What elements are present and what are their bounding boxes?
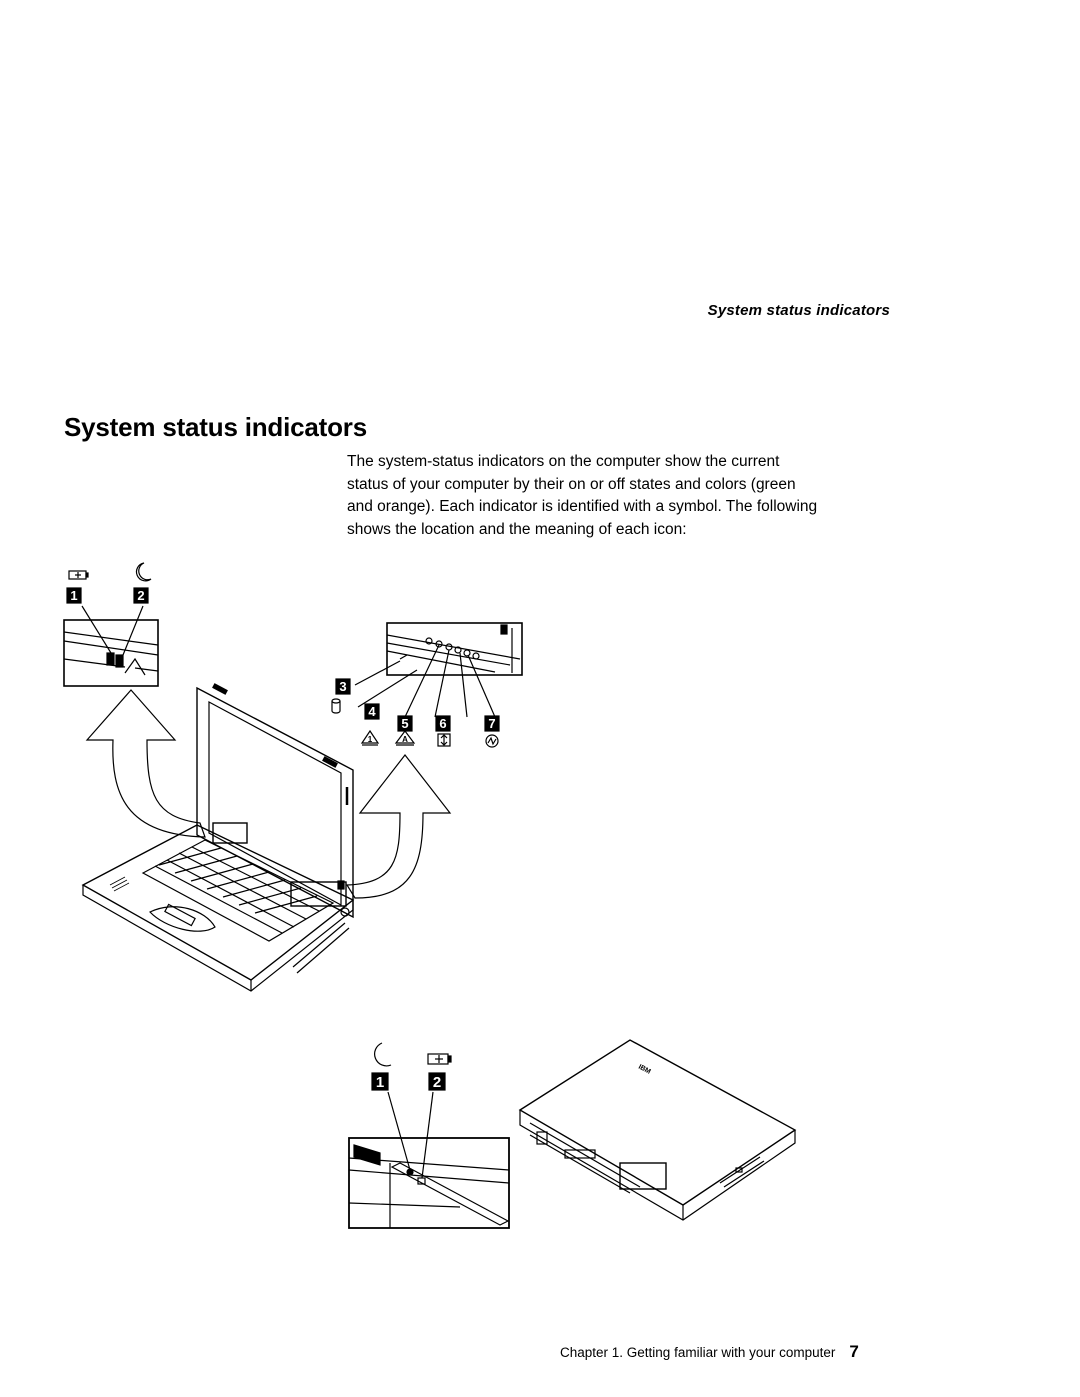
callout-2 [429, 1073, 445, 1091]
bottom-detail-inset [349, 1092, 509, 1228]
power-on-icon [486, 735, 498, 747]
capslock-icon [396, 731, 414, 745]
laptop-base [83, 823, 353, 991]
battery-status-icon [428, 1054, 451, 1064]
svg-text:5: 5 [401, 716, 409, 731]
battery-status-icon [69, 571, 88, 579]
scroll-lock-icon [438, 734, 450, 746]
drive-in-use-icon [332, 699, 340, 713]
svg-text:7: 7 [488, 716, 496, 731]
footer-chapter: Chapter 1. Getting familiar with your computer [560, 1345, 836, 1360]
standby-moon-icon [137, 563, 151, 581]
svg-text:2: 2 [137, 588, 145, 603]
callout-4 [365, 704, 379, 719]
callout-5 [398, 716, 412, 731]
right-pointer-arrow [347, 755, 450, 898]
callout-3 [336, 679, 350, 694]
intro-line: status of your computer by their on or off states and colors (green [347, 475, 796, 493]
standby-moon-icon [375, 1043, 391, 1066]
intro-line: shows the location and the meaning of each icon: [347, 520, 687, 538]
callout-2 [134, 588, 148, 603]
intro-paragraph [347, 451, 907, 541]
page-footer [560, 1342, 859, 1362]
callout-7 [485, 716, 499, 731]
svg-text:A: A [402, 735, 408, 744]
left-pointer-arrow [87, 690, 205, 837]
section-title: System status indicators [64, 412, 367, 442]
intro-line: The system-status indicators on the computer show the current [347, 453, 780, 470]
callout-1 [372, 1073, 388, 1091]
callout-6 [436, 716, 450, 731]
closed-laptop [520, 1040, 795, 1220]
bottom-figure [340, 1035, 810, 1235]
page-number: 7 [849, 1342, 859, 1361]
ibm-logo: IBM [637, 1063, 652, 1076]
callout-1 [67, 588, 81, 603]
svg-text:2: 2 [432, 1074, 442, 1091]
svg-text:4: 4 [368, 704, 376, 719]
right-detail-inset [387, 623, 522, 675]
running-header: System status indicators [707, 302, 890, 319]
svg-text:1: 1 [367, 735, 373, 744]
intro-line: and orange). Each indicator is identified with a symbol. The following [347, 498, 818, 515]
svg-text:1: 1 [375, 1074, 385, 1091]
top-figure [55, 555, 525, 995]
svg-text:3: 3 [339, 679, 347, 694]
svg-text:1: 1 [70, 588, 78, 603]
svg-text:6: 6 [439, 716, 447, 731]
numlock-icon [362, 731, 378, 745]
left-detail-inset [64, 606, 158, 686]
